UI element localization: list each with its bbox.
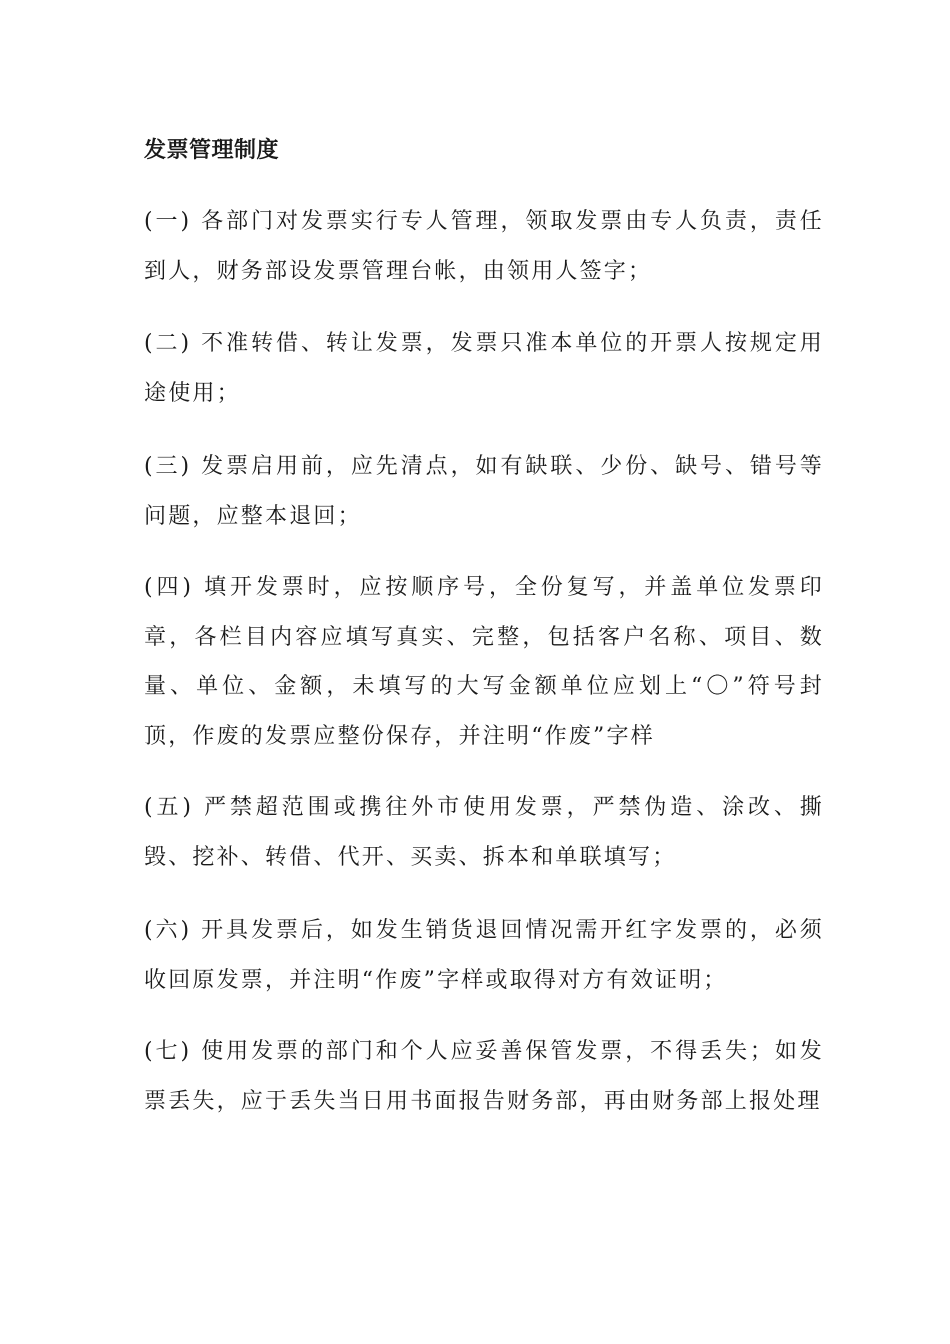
clause-6: (六) 开具发票后，如发生销货退回情况需开红字发票的，必须收回原发票，并注明“作废”字样或取得对方有效证明； <box>144 918 824 993</box>
clause-5: (五) 严禁超范围或携往外市使用发票，严禁伪造、涂改、撕毁、挖补、转借、代开、买卖、拆本和单联填写； <box>144 795 824 870</box>
clause-1: (一) 各部门对发票实行专人管理，领取发票由专人负责，责任到人，财务部设发票管理台帐，由领用人签字； <box>144 209 824 284</box>
clause-4: (四) 填开发票时，应按顺序号，全份复写，并盖单位发票印章，各栏目内容应填写真实、完整，包括客户名称、项目、数量、单位、金额，未填写的大写金额单位应划上“〇”符号封顶，作废的发票应整份保存，并注明“作废”字样 <box>144 575 824 749</box>
clause-2: (二) 不准转借、转让发票，发票只准本单位的开票人按规定用途使用； <box>144 331 824 406</box>
document-title: 发票管理制度 <box>144 138 280 163</box>
clause-7: (七) 使用发票的部门和个人应妥善保管发票，不得丢失；如发票丢失，应于丢失当日用书面报告财务部，再由财务部上报处理 <box>144 1039 824 1114</box>
clause-3: (三) 发票启用前，应先清点，如有缺联、少份、缺号、错号等问题，应整本退回； <box>144 454 824 529</box>
